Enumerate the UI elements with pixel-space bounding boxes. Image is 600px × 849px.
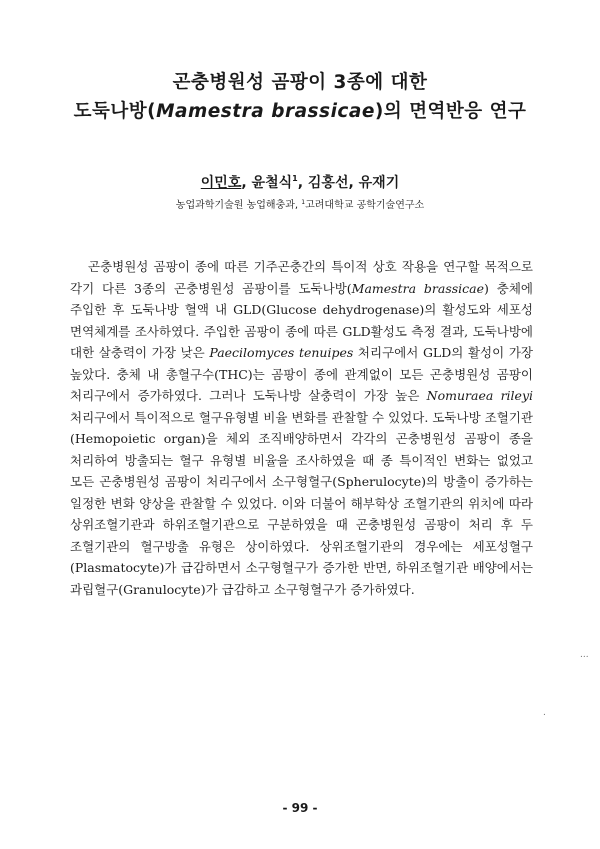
abstract-part-2: ) 충체에 주입한 후 도둑나방 혈액 내 GLD(Glucose dehydrogenase)의 활성도와 세포성 면역체계를 조사하였다. 주입한 곰팡이 종에 따른 GLD활성도 측정 결과, 도둑나방에 대한 살충력이 가장 낮은: [70, 280, 533, 360]
author-2: 윤철식: [251, 175, 293, 191]
author-list: [0, 172, 600, 192]
scan-artifact-dot: .: [543, 708, 546, 718]
affiliation-line: [0, 196, 600, 211]
paper-title-line-2: [40, 97, 560, 123]
species-nomuraea: Nomuraea rileyi: [426, 388, 534, 403]
scan-artifact-dots: ...: [580, 650, 589, 660]
species-mamestra: Mamestra brassicae: [351, 280, 485, 296]
affiliation-mark: 1: [301, 199, 306, 206]
primary-affiliation: 농업과학기술원 농업해충과,: [175, 200, 302, 211]
author-2-affiliation-mark: 1: [292, 174, 298, 183]
title-prefix: 도둑나방(: [73, 101, 157, 122]
abstract-part-1: 곤충병원성 곰팡이 종에 따른 기주곤충간의 특이적 상호 작용을 연구할 목적으로 각기 다른 3종의 곤충병원성 곰팡이를 도둑나방(: [70, 259, 533, 296]
title-species-name: Mamestra brassicae: [156, 101, 375, 122]
abstract-part-3: 처리구에서 GLD의 활성이 가장 높았다. 충체 내 총혈구수(THC)는 곰팡이 종에 관계없이 모든 곤충병원성 곰팡이 처리구에서 증가하였다. 그러나 도둑나방 살충력이 가장 높은: [70, 345, 533, 403]
presenting-author: 이민호: [200, 175, 242, 191]
species-paecilomyces: Paecilomyces tenuipes: [209, 345, 354, 360]
author-separator: ,: [241, 175, 252, 191]
page-number: - 99 -: [282, 801, 318, 815]
abstract-part-4: 처리구에서 특이적으로 혈구유형별 비율 변화를 관찰할 수 있었다. 도둑나방 조혈기관(Hemopoietic organ)을 체외 조직배양하면서 각각의 곤충병원성 곰팡이 종을 처리하여 방출되는 혈구 유형별 비율을 조사하였을 때 종 특이적인 변화는 없었고 모든 곤충병원성 곰팡이 처리구에서 소구형혈구(Spherulocyte)의 방출이 증가하는 일정한 변화 양상을 관찰할 수 있었다. 이와 더불어 해부학상 조혈기관의 위치에 따라 상위조혈기관과 하위조혈기관으로 구분하였을 때 곤충병원성 곰팡이 처리 후 두 조혈기관의 혈구방출 유형은 상이하였다. 상위조혈기관의 경우에는 세포성혈구(Plasmatocyte)가 급감하면서 소구형혈구가 증가한 반면, 하위조혈기관 배양에서는 과립혈구(Granulocyte)가 급감하고 소구형혈구가 증가하였다.: [70, 409, 533, 597]
paper-title-line-1: 곤충병원성 곰팡이 3종에 대한: [172, 72, 428, 93]
title-suffix: )의 면역반응 연구: [374, 101, 527, 122]
other-authors: , 김홍선, 유재기: [297, 175, 400, 191]
abstract-paragraph: [70, 256, 533, 600]
secondary-affiliation: 고려대학교 공학기술연구소: [305, 200, 425, 211]
